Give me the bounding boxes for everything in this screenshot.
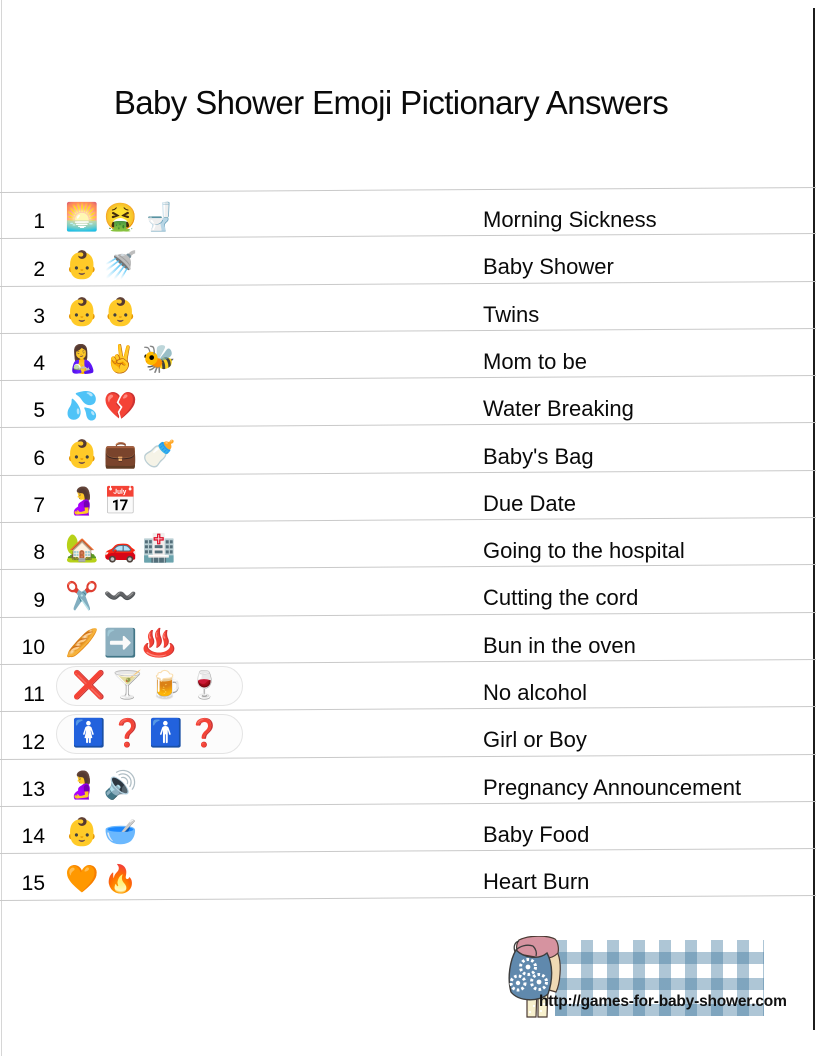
broken-heart-icon: 💔 [103,391,138,422]
orange-heart-icon: 🧡 [65,864,99,895]
site-url[interactable]: http://games-for-baby-shower.com [539,993,787,1010]
row-number: 5 [33,399,45,423]
row-number: 3 [33,304,45,328]
answer-text: Morning Sickness [483,207,657,233]
baby-bottle-icon: 🍼 [142,438,176,469]
answer-text: Water Breaking [483,396,634,422]
vomiting-face-icon: 🤮 [103,202,138,233]
row-number: 1 [33,210,45,234]
sunrise-icon: 🌅 [65,202,99,233]
answer-row [0,849,816,896]
row-number: 15 [21,872,45,896]
row-divider [0,895,816,901]
shower-icon: 🚿 [103,249,138,280]
answers-list [0,187,816,896]
answer-text: Mom to be [483,349,587,374]
answer-row [0,565,816,612]
emoji-clue [56,666,243,706]
emoji-clue [65,866,142,893]
answer-text: Pregnancy Announcement [483,774,742,800]
baby-icon: 👶 [65,249,99,280]
answer-row [0,471,816,518]
cocktail-glass-icon: 🍸 [110,670,145,701]
wavy-dash-icon: 〰️ [103,580,138,611]
pregnant-woman-icon: 🤰 [65,769,99,800]
emoji-clue [65,249,142,280]
baby-icon: 👶 [65,296,99,327]
answer-row [0,613,816,660]
row-number: 12 [21,730,45,754]
answer-text: Twins [483,301,540,327]
beer-mug-icon: 🍺 [149,670,183,701]
row-number: 11 [23,683,45,707]
baby-icon: 👶 [103,296,138,327]
answer-row [0,187,816,234]
row-number: 10 [21,635,45,659]
answer-row [0,802,816,849]
right-arrow-icon: ➡️ [103,627,138,658]
row-number: 9 [33,588,45,612]
bowl-with-spoon-icon: 🥣 [103,817,138,848]
row-number: 8 [33,541,45,565]
calendar-icon: 📅 [103,486,138,517]
answer-text: Going to the hospital [483,538,685,564]
answer-text: Girl or Boy [483,727,587,753]
row-number: 2 [33,257,45,281]
row-number: 6 [33,446,45,470]
mens-room-icon: 🚹 [149,717,183,748]
answer-text: Baby's Bag [483,443,594,469]
emoji-clue [65,438,181,469]
honeybee-icon: 🐝 [142,344,176,375]
pregnant-woman-icon: 🤰 [65,486,99,517]
emoji-clue [65,346,181,373]
fire-icon: 🔥 [103,864,138,895]
wine-glass-icon: 🍷 [187,670,222,701]
emoji-clue [65,535,181,562]
answer-text: No alcohol [483,680,587,706]
emoji-clue [65,819,142,846]
answer-text: Baby Food [483,821,590,847]
speaker-high-volume-icon: 🔊 [103,769,138,800]
briefcase-icon: 💼 [103,438,138,469]
emoji-clue [65,204,181,231]
answer-row [0,234,816,281]
question-mark-icon: ❓ [187,717,222,748]
answer-row [0,423,816,470]
hospital-icon: 🏥 [142,533,176,564]
answer-text: Cutting the cord [483,585,639,611]
emoji-clue [65,769,142,800]
answer-row [0,376,816,423]
question-mark-icon: ❓ [110,717,145,748]
row-number: 4 [33,352,45,376]
hot-springs-icon: ♨️ [142,627,176,658]
baby-icon: 👶 [65,817,99,848]
baguette-bread-icon: 🥖 [65,627,99,658]
car-icon: 🚗 [103,533,138,564]
victory-hand-icon: ✌️ [103,344,138,375]
row-number: 7 [33,494,45,518]
answer-row [0,755,816,802]
cross-mark-icon: ❌ [72,670,106,701]
page-title: Baby Shower Emoji Pictionary Answers [113,84,669,121]
breast-feeding-icon: 🤱 [65,344,99,375]
answer-text: Due Date [483,490,576,516]
site-logo [503,936,787,1020]
row-number: 14 [21,825,45,849]
sweat-droplets-icon: 💦 [65,391,99,422]
answer-row [0,707,816,754]
emoji-clue [65,393,142,420]
answer-row [0,329,816,376]
house-with-garden-icon: 🏡 [65,533,99,564]
womens-room-icon: 🚺 [72,717,106,748]
emoji-clue [65,488,142,515]
emoji-clue [65,296,142,327]
answer-row [0,282,816,329]
emoji-clue [56,714,243,754]
emoji-clue [65,627,181,658]
answer-text: Baby Shower [483,254,614,280]
answer-row [0,660,816,707]
answer-row [0,518,816,565]
toilet-icon: 🚽 [142,202,176,233]
scissors-icon: ✂️ [65,580,99,611]
row-number: 13 [21,777,45,801]
answer-text: Heart Burn [483,869,590,895]
baby-icon: 👶 [65,438,99,469]
answer-text: Bun in the oven [483,632,636,658]
emoji-clue [65,580,142,611]
